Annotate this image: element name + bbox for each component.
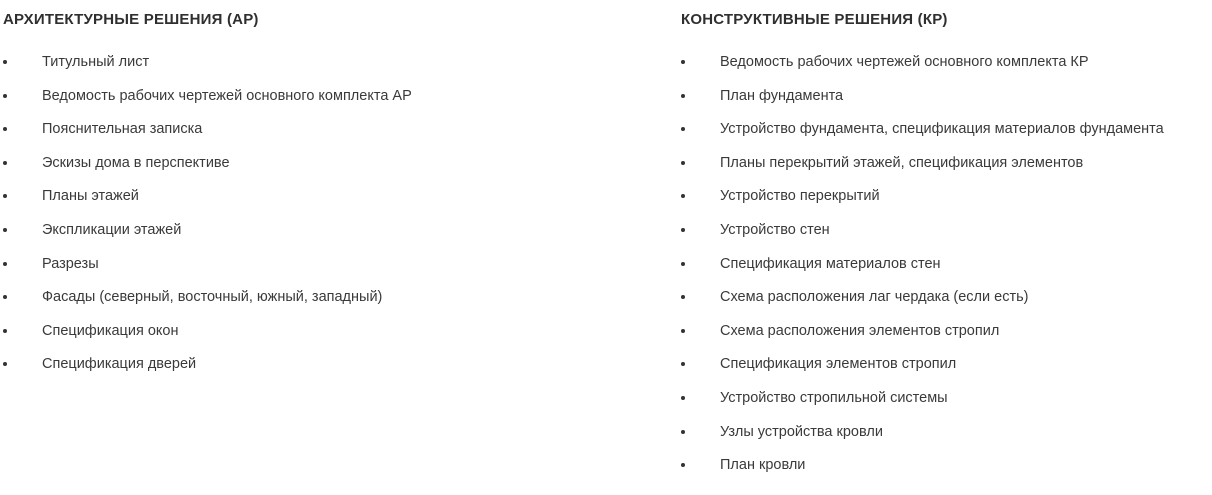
- list-item-label: Фасады (северный, восточный, южный, западный): [42, 289, 383, 306]
- bullet-icon: [3, 262, 7, 266]
- list-item-label: Схема расположения элементов стропил: [720, 322, 1000, 339]
- list-item: [3, 185, 412, 219]
- bullet-icon: [3, 60, 7, 64]
- list-item-label: Титульный лист: [42, 54, 150, 70]
- list-item: [681, 454, 1164, 488]
- list-item: [3, 286, 412, 320]
- bullet-icon: [3, 94, 7, 98]
- list-item: [3, 353, 412, 387]
- bullet-icon: [3, 228, 7, 232]
- list-item-label: Экспликации этажей: [42, 221, 182, 238]
- bullet-icon: [681, 396, 685, 400]
- section-title: КОНСТРУКТИВНЫЕ РЕШЕНИЯ (КР): [681, 11, 948, 28]
- bullet-icon: [3, 362, 7, 366]
- list-item-label: Устройство перекрытий: [720, 188, 880, 205]
- bullet-icon: [681, 94, 685, 98]
- list-item: [681, 152, 1164, 186]
- bullet-icon: [3, 127, 7, 131]
- list-item: [3, 219, 412, 253]
- list-item: [3, 320, 412, 354]
- list-item: [681, 185, 1164, 219]
- bullet-icon: [3, 194, 7, 198]
- bullet-icon: [681, 194, 685, 198]
- list-item-label: Спецификация дверей: [42, 356, 197, 373]
- list-item-label: Устройство фундамента, спецификация материалов фундамента: [720, 121, 1164, 138]
- list-item: [681, 286, 1164, 320]
- document-list: [3, 51, 412, 387]
- document-list: [681, 51, 1164, 488]
- bullet-icon: [681, 430, 685, 434]
- section-architectural: [3, 11, 643, 373]
- list-item: [3, 51, 412, 85]
- list-item: [681, 253, 1164, 287]
- bullet-icon: [681, 362, 685, 366]
- list-item: [681, 387, 1164, 421]
- list-item-label: Спецификация элементов стропил: [720, 356, 957, 373]
- list-item: [681, 219, 1164, 253]
- list-item-label: Узлы устройства кровли: [720, 423, 883, 440]
- list-item-label: Пояснительная записка: [42, 121, 203, 138]
- list-item-label: Устройство стен: [720, 221, 830, 238]
- bullet-icon: [681, 329, 685, 333]
- bullet-icon: [681, 161, 685, 165]
- bullet-icon: [3, 295, 7, 299]
- list-item: [3, 253, 412, 287]
- list-item: [3, 85, 412, 119]
- section-structural: [681, 11, 1209, 474]
- list-item-label: Разрезы: [42, 255, 99, 272]
- list-item: [681, 118, 1164, 152]
- section-title: АРХИТЕКТУРНЫЕ РЕШЕНИЯ (АР): [3, 11, 259, 28]
- list-item-label: Планы перекрытий этажей, спецификация элементов: [720, 154, 1084, 171]
- bullet-icon: [3, 329, 7, 333]
- list-item: [681, 353, 1164, 387]
- bullet-icon: [681, 262, 685, 266]
- list-item-label: План кровли: [720, 457, 806, 474]
- list-item: [3, 118, 412, 152]
- list-item: [681, 51, 1164, 85]
- bullet-icon: [681, 228, 685, 232]
- bullet-icon: [681, 127, 685, 131]
- list-item: [681, 85, 1164, 119]
- list-item-label: Эскизы дома в перспективе: [42, 154, 230, 171]
- list-item-label: Ведомость рабочих чертежей основного комплекта АР: [42, 87, 412, 104]
- list-item: [681, 421, 1164, 455]
- list-item-label: Спецификация материалов стен: [720, 255, 941, 272]
- list-item-label: Спецификация окон: [42, 322, 179, 339]
- list-item-label: Ведомость рабочих чертежей основного комплекта КР: [720, 54, 1089, 70]
- list-item: [681, 320, 1164, 354]
- bullet-icon: [3, 161, 7, 165]
- list-item-label: Схема расположения лаг чердака (если есть): [720, 289, 1029, 306]
- list-item-label: План фундамента: [720, 87, 844, 104]
- bullet-icon: [681, 295, 685, 299]
- bullet-icon: [681, 463, 685, 467]
- list-item: [3, 152, 412, 186]
- list-item-label: Устройство стропильной системы: [720, 389, 948, 406]
- list-item-label: Планы этажей: [42, 188, 139, 205]
- bullet-icon: [681, 60, 685, 64]
